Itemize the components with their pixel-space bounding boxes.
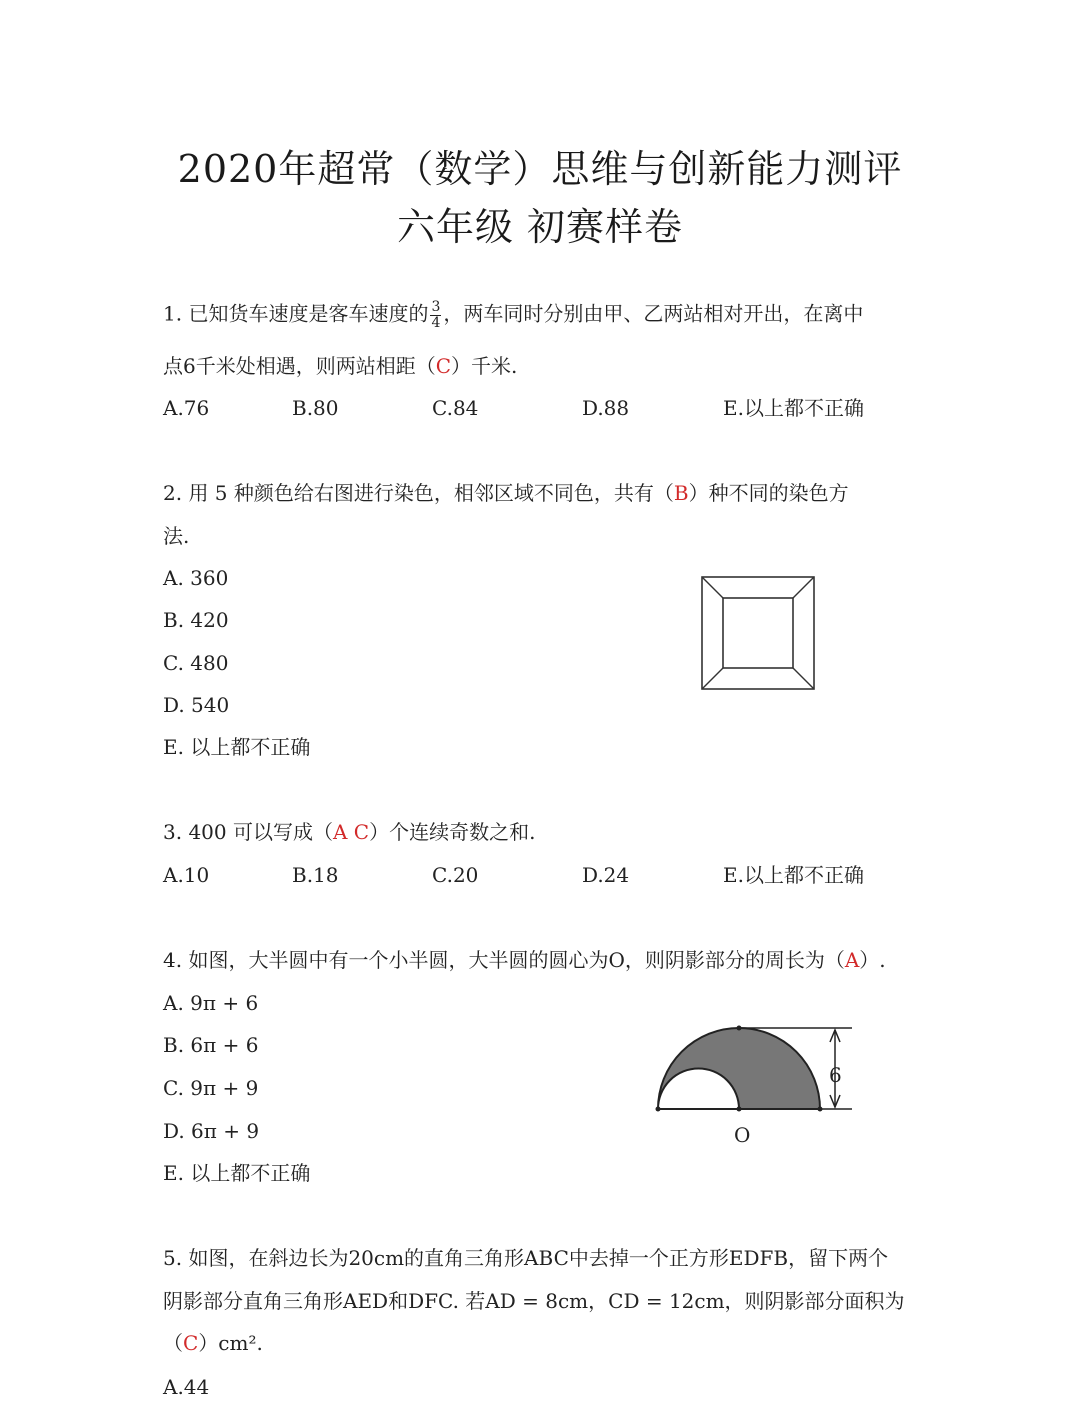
question-4-text-cont: ）. — [859, 948, 886, 972]
question-2-answer: B — [673, 481, 689, 505]
semicircle-figure — [650, 1020, 860, 1150]
question-5-answer: C — [183, 1331, 199, 1355]
question-4-answer: A — [844, 948, 860, 972]
q1-option-a: A.76 — [163, 396, 210, 420]
question-5-line2: 阴影部分直角三角形AED和DFC. 若AD = 8cm，CD = 12cm，则阴影部分面积为 — [163, 1289, 905, 1313]
q4-option-d: D. 6π + 9 — [163, 1119, 260, 1143]
question-5-line3 — [163, 1333, 263, 1353]
question-5-text-line3-end: ）cm². — [198, 1331, 263, 1355]
q4-option-e: E. 以上都不正确 — [163, 1161, 311, 1185]
q2-option-e: E. 以上都不正确 — [163, 735, 311, 759]
question-2-line1 — [163, 483, 849, 503]
q3-option-d: D.24 — [582, 863, 630, 887]
question-1-text-cont: ，两车同时分别由甲、乙两站相对开出，在离中 — [443, 301, 864, 326]
q3-option-e: E.以上都不正确 — [723, 863, 864, 887]
question-1-line2 — [163, 356, 517, 376]
page-title-line1: 2020年超常（数学）思维与创新能力测评 — [177, 147, 903, 191]
q1-option-b: B.80 — [292, 396, 339, 420]
fraction-numerator: 3 — [431, 299, 441, 315]
question-1-text: 1. 已知货车速度是客车速度的 — [163, 301, 429, 326]
q1-option-d: D.88 — [582, 396, 630, 420]
q3-option-b: B.18 — [292, 863, 339, 887]
q1-option-c: C.84 — [432, 396, 479, 420]
q2-option-d: D. 540 — [163, 693, 230, 717]
nested-squares-figure — [700, 575, 820, 695]
question-3-answer: A C — [332, 820, 370, 844]
figure-label-o: O — [734, 1123, 751, 1147]
question-1-text-line2: 点6千米处相遇，则两站相距（ — [163, 354, 436, 378]
question-2-line2: 法. — [163, 524, 190, 548]
question-3-line1 — [163, 822, 535, 842]
question-5-text-line3: （ — [163, 1331, 183, 1355]
question-2-text-cont: ）种不同的染色方 — [688, 481, 849, 505]
question-3-text: 3. 400 可以写成（ — [163, 820, 333, 844]
question-2-text: 2. 用 5 种颜色给右图进行染色，相邻区域不同色，共有（ — [163, 481, 674, 505]
question-4-line1 — [163, 950, 886, 970]
question-1-line1 — [163, 300, 863, 330]
question-1-text-line2-end: ）千米. — [451, 354, 518, 378]
q3-option-a: A.10 — [163, 863, 210, 887]
question-3-text-cont: ）个连续奇数之和. — [369, 820, 536, 844]
q2-option-b: B. 420 — [163, 608, 229, 632]
fraction-denominator: 4 — [431, 314, 441, 331]
question-4-text: 4. 如图，大半圆中有一个小半圆，大半圆的圆心为O，则阴影部分的周长为（ — [163, 948, 845, 972]
question-5-line1: 5. 如图，在斜边长为20cm的直角三角形ABC中去掉一个正方形EDFB，留下两个 — [163, 1246, 889, 1270]
question-1-answer: C — [435, 354, 452, 378]
q3-option-c: C.20 — [432, 863, 479, 887]
q4-option-c: C. 9π + 9 — [163, 1076, 259, 1100]
fraction-three-quarters — [430, 300, 441, 330]
page-title-line2: 六年级 初赛样卷 — [396, 205, 684, 249]
q2-option-c: C. 480 — [163, 651, 229, 675]
figure-label-6: 6 — [829, 1063, 842, 1087]
q2-option-a: A. 360 — [163, 566, 229, 590]
q1-option-e: E.以上都不正确 — [723, 396, 864, 420]
q5-option-a: A.44 — [163, 1375, 210, 1399]
q4-option-a: A. 9π + 6 — [163, 991, 259, 1015]
q4-option-b: B. 6π + 6 — [163, 1033, 259, 1057]
